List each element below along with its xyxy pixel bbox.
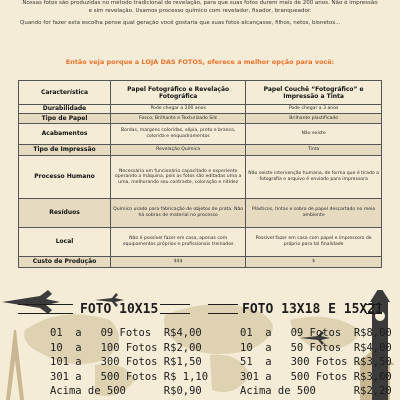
cell-couche: Plásticos, tintas e sobra de papel descartado no meio ambiente	[246, 199, 382, 228]
list-item	[240, 326, 392, 341]
left-title-rule-right	[160, 304, 190, 314]
price-value: R$ 1,10	[163, 370, 209, 383]
table-row	[19, 114, 382, 124]
right-price-list	[240, 326, 392, 399]
cell-photo: Revelação Química	[111, 145, 246, 156]
list-item	[240, 370, 392, 385]
price-value: R$2,00	[163, 341, 202, 354]
row-label: Processo Humano	[19, 156, 111, 199]
price-range: 01 a 09 Fotos	[240, 327, 342, 339]
cell-photo: Fosco, Brilhante e Texturizado Silc	[111, 114, 246, 124]
cell-photo: Pode chegar a 200 anos	[111, 105, 246, 114]
left-list-title: FOTO 10X15	[80, 302, 159, 317]
list-item	[50, 326, 208, 341]
right-title-rule-left	[208, 304, 238, 314]
list-item	[50, 355, 208, 370]
right-list-title: FOTO 13X18 E 15X21	[242, 302, 383, 317]
price-range: 10 a 100 Fotos	[50, 341, 158, 354]
list-item	[240, 384, 392, 399]
cell-couche: Não existe intervenção humana, de forma que é tirado a fotografia e arquivo é enviado para impressora	[246, 156, 382, 199]
list-item	[50, 370, 208, 385]
row-label: Durabilidade	[19, 105, 111, 114]
table-row	[19, 257, 382, 268]
cell-couche: Brilhante plastificado	[246, 114, 382, 124]
price-value: R$3,50	[353, 356, 392, 368]
cell-photo: $$$	[111, 257, 246, 268]
price-value: R$8,00	[353, 327, 392, 339]
table-row	[19, 105, 382, 114]
list-item	[50, 341, 208, 356]
row-label: Resíduos	[19, 199, 111, 228]
row-label: Tipo de Impressão	[19, 145, 111, 156]
table-row	[19, 228, 382, 257]
price-range: 301 a 500 Fotos	[50, 370, 158, 383]
price-value: R$1,50	[163, 356, 202, 368]
cell-couche: $	[246, 257, 382, 268]
row-label: Custo de Produção	[19, 257, 111, 268]
price-range: 51 a 300 Fotos	[240, 356, 348, 368]
table-row	[19, 199, 382, 228]
cell-photo: Não é possível fazer em casa, apenas com equipamentos próprios e profissionais treinados	[111, 228, 246, 257]
highlight-heading: Então veja porque a LOJA DAS FOTOS, oferece a melhor opção para você:	[65, 58, 335, 66]
table-row	[19, 124, 382, 145]
price-value: R$4,00	[353, 341, 392, 354]
col-header-feature: Característica	[19, 81, 111, 105]
price-range: 101 a 300 Fotos	[50, 356, 158, 368]
cell-couche: Pode chegar a 3 anos	[246, 105, 382, 114]
cell-couche: Possível fazer em casa com papel e impressoro de próprio para tal finalidade	[246, 228, 382, 257]
price-range: 301 a 500 Fotos	[240, 370, 348, 383]
cell-photo: Bordas, margens coloridas, sépia, preto e branco, colorida e enquadramentos	[111, 124, 246, 145]
table-row	[19, 145, 382, 156]
price-value: R$2,20	[353, 385, 392, 397]
left-title-rule-left	[18, 304, 73, 314]
col-header-photo-paper: Papel Fotográfico e Revelação Fotográfica	[111, 81, 246, 105]
list-item	[50, 384, 208, 399]
price-range: Acima de 500	[240, 385, 316, 397]
row-label: Tipo de Papel	[19, 114, 111, 124]
col-header-couche-paper: Papel Couchê “Fotográfico” e Impressão a Tinta	[246, 81, 382, 105]
price-value: R$0,90	[163, 385, 202, 397]
price-range: 10 a 50 Fotos	[240, 341, 342, 354]
eiffel-tower-icon	[6, 330, 24, 400]
intro-text	[20, 0, 380, 33]
price-range: 01 a 09 Fotos	[50, 327, 152, 339]
intro-paragraph: Nossas fotos são produzidas no método tradicional de revelação, para que suas fotos durem mais de 200 anos. Não é impressão e sim revelação. Usamos processo químico com revelador, fixador, branqueador.	[22, 0, 378, 14]
table-row	[19, 156, 382, 199]
intro-question: Quando for fazer esta escolha pense qual geração você gostaria que suas fotos alcançasse, filhos, netos, bisnetos...	[20, 20, 341, 26]
price-range: Acima de 500	[50, 385, 126, 397]
cell-couche: Tinta	[246, 145, 382, 156]
comparison-table	[18, 80, 382, 268]
list-item	[240, 355, 392, 370]
row-label: Acabamentos	[19, 124, 111, 145]
price-value: R$3,00	[353, 370, 392, 383]
cell-photo: Necessário um funcionário capacitado e experiente operando a máquina, pois as fotos são editadas uma a uma, melhorando seu contraste, coloração e nitidez	[111, 156, 246, 199]
cell-photo: Químico usado para fabricação de objetos de prata. Não há sobras de material no processo	[111, 199, 246, 228]
table-header-row	[19, 81, 382, 105]
row-label: Local	[19, 228, 111, 257]
left-price-list	[50, 326, 208, 399]
cell-couche: Não existe	[246, 124, 382, 145]
price-value: R$4,00	[163, 327, 202, 339]
list-item	[240, 341, 392, 356]
